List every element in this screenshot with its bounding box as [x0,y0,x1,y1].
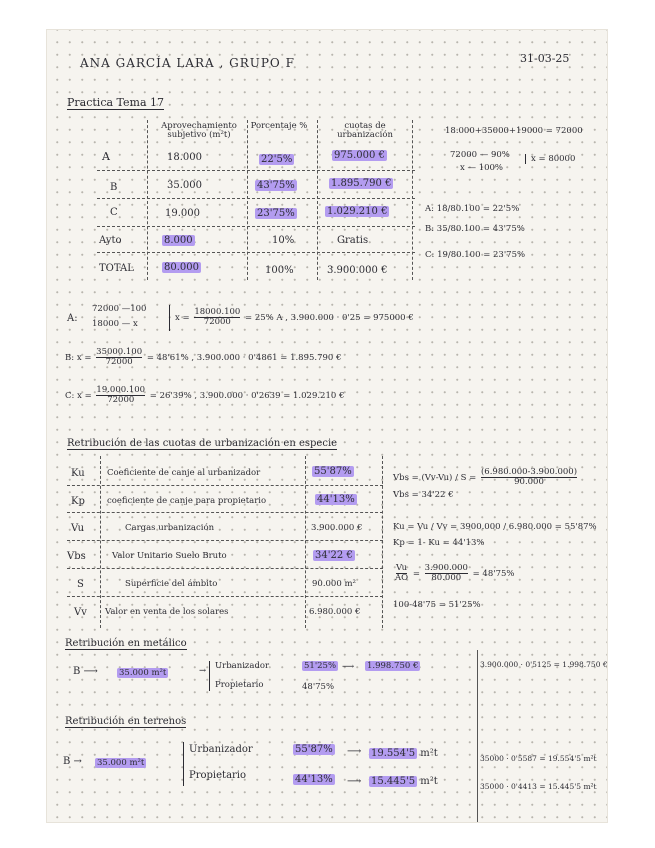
rule-top: 72000 — 90% [450,150,510,160]
calc-c-den: 72000 [107,395,135,405]
terrenos-prop-unit: m²t [420,776,438,787]
col-header-aprovechamiento: Aprovechamiento subjetivo (m²t) [161,121,237,141]
metalico-arrow: → [199,666,207,676]
val-cell: 6.980.000 € [309,607,361,617]
terrenos-prop-result [369,776,438,787]
calc-a-label: A: [67,313,78,324]
calc-c: C: 19/80.100 = 23'75% [425,250,526,260]
section-title-metalico: Retribución en metálico [65,638,187,649]
date: 31-03-25 [520,52,570,65]
formula-ratio-num: 3.900.000 [424,563,468,574]
metalico-urb-pct: 51'25% [304,661,337,671]
table-divider [147,120,148,280]
pct-cell: 43'75% [257,180,295,191]
metalico-prop-label: Propietario [215,680,264,690]
terrenos-prop-pct: 44'13% [295,774,333,785]
metalico-urb-label: Urbanizador [215,661,270,671]
pct-cell: 23'75% [257,208,295,219]
metalico-prop-pct: 48'75% [302,682,335,692]
rule-result: x = 80000 [525,154,575,164]
val-cell: 3.900.000 € [311,523,363,533]
table-divider [67,512,383,513]
desc-cell: Valor en venta de los solares [105,607,229,617]
calc-a-den: 72000 [203,317,231,327]
table-divider [97,252,415,253]
desc-cell: Cargas urbanización [125,523,215,533]
terrenos-prop-value: 15.445'5 [371,776,416,787]
desc-cell: Superficie del ámbito [125,579,218,589]
metalico-lead: B ⟶ [73,666,98,677]
formula-vbs-num: (6.980.000-3.900.000) [480,467,578,478]
terrenos-prop-label: Propietario [189,770,247,781]
sym-cell: S [77,579,84,590]
notebook-page [47,30,607,822]
desc-cell: coeficiente de canje para propietario [107,496,267,506]
formula-ratio-lhs [395,564,408,583]
aprov-cell: 18.000 [167,152,202,163]
sym-cell: Vv [74,607,87,618]
calc-b-fraction [96,348,142,367]
aprov-cell: 80.000 [164,262,199,273]
table-divider [67,485,383,486]
table-divider [97,198,415,199]
terrenos-urb-label: Urbanizador [189,744,253,755]
formula-ratio: $\frac{Vu}{AO}$ = $\frac{3.900.000}{80.000}$ = 48'75% [395,563,515,583]
metalico-lead-value: 35.000 m²t [119,668,167,678]
val-cell: 55'87% [314,466,352,477]
terrenos-urb-arrow: ⟶ [347,746,362,757]
row-label: A [102,150,110,163]
section-title-terrenos: Retribución en terrenos [65,716,187,727]
table-divider [67,568,383,569]
sum-calc: 18.000+35000+19000 = 72000 [445,126,583,136]
row-label: Ayto [99,235,122,246]
pct-cell: 100% [265,265,294,276]
formula-ratio-fraction [425,564,468,583]
metalico-side-calc: 3.900.000 · 0'5125 = 1.998.750 € [480,660,608,669]
formula-kp: Kp = 1- Ku = 44'13% [393,538,485,548]
formula-ratio-den: 80.000 [431,573,462,583]
terrenos-side-calc-1: 35000 · 0'5587 = 19.554'5 m²t [480,754,597,763]
terrenos-prop-arrow: ⟶ [347,776,362,787]
table-divider [67,540,383,541]
calc-a-rule-top: 72000 —100 [92,304,147,314]
metalico-urb-value: 1.998.750 € [367,661,419,671]
formula-ratio-lhs-den: AO [395,573,409,583]
pct-cell: 10% [272,235,295,246]
terrenos-urb-pct: 55'87% [295,744,333,755]
table-divider [412,120,413,280]
table-divider [382,456,383,628]
table-divider [97,170,415,171]
formula-vbs [393,467,579,489]
metalico-bracket [209,661,213,691]
table-divider [100,456,101,628]
cuota-cell: 1.029.210 € [327,206,388,217]
calc-c-num: 19.000.100 [96,385,146,396]
formula-vbs-fraction [481,468,577,487]
desc-cell: Coeficiente de canje al urbanizador [107,468,261,478]
calc-a-x: x = [175,313,190,323]
col-header-cuotas: cuotas de urbanización [337,121,393,141]
row-label: TOTAL [99,263,134,274]
calc-b: B: 35/80.100 = 43'75% [425,224,525,234]
terrenos-urb-result [369,748,438,759]
calc-b-result: = 48'61% , 3.900.000 · 0'4861 = 1.895.790 € [146,353,342,363]
side-divider [477,650,478,822]
aprov-cell: 19.000 [165,208,200,219]
formula-vbs-result: Vbs = 34'22 € [393,490,454,500]
terrenos-lead-value: 35.000 m²t [97,758,145,768]
metalico-arrow-2: ⟶ [342,662,355,672]
calc-a: A: 18/80.100 = 22'5% [425,204,520,214]
row-label: C [110,207,118,218]
formula-vbs-lhs: Vbs = (Vv-Vu) / S = [393,473,477,483]
calc-a-equation [169,305,414,331]
calc-c-fraction [96,386,145,405]
table-divider [247,120,248,280]
sym-cell: Vbs [67,551,86,562]
aprov-cell: 35.000 [167,180,202,191]
formula-ku: Ku = Vu / Vv = 3900.000 / 6.980.000 = 55'87% [393,522,597,532]
terrenos-bracket [183,742,184,786]
aprov-cell: 8.000 [164,235,193,246]
calc-a-fraction [194,308,240,327]
calc-b-equation [65,346,341,370]
sym-cell: Vu [71,523,85,534]
formula-ratio-result: = 48'75% [472,569,515,579]
formula-ratio-lhs-num: Vu [396,563,408,574]
val-cell: 44'13% [317,494,355,505]
formula-vbs-den: 90.000 [514,477,544,487]
calc-a-result: = 25% A , 3.900.000 · 0'25 = 975000 € [245,313,414,323]
calc-a-rule-bottom: 18000 — x [92,319,138,329]
sym-cell: Ku [71,468,85,479]
terrenos-urb-unit: m²t [420,748,438,759]
cuota-cell: Gratis [337,235,369,246]
sym-cell: Kp [71,496,85,507]
desc-cell: Valor Unitario Suelo Bruto [112,551,227,561]
col-header-porcentaje: Porcentaje % [250,121,308,131]
calc-b-den: 72000 [105,357,133,367]
terrenos-urb-value: 19.554'5 [371,748,416,759]
calc-c-x: x = [77,391,92,401]
table-divider [317,120,318,280]
student-name: ANA GARCÍA LARA , GRUPO F [80,56,295,70]
cuota-cell: 3.900.000 € [327,265,388,276]
calc-a-num: 18000.100 [194,307,241,318]
rule-bottom: x — 100% [460,163,503,173]
table-divider [305,456,306,628]
cuota-cell: 1.895.790 € [331,178,392,189]
section-title-especie: Retribución de las cuotas de urbanización en especie [67,438,338,449]
row-label: B [110,182,118,193]
calc-c-result: = 26'39% , 3.900.000 · 0'2639 = 1.029.210 € [149,391,345,401]
val-cell: 90.000 m² [312,579,356,589]
terrenos-side-calc-2: 35000 · 0'4413 = 15.445'5 m²t [480,782,597,791]
calc-c-equation [65,384,344,408]
formula-complement: 100-48'75 = 51'25% [393,600,481,610]
practice-title: Practica Tema 17 [67,96,165,109]
calc-b-x: x = [76,353,92,363]
val-cell: 34'22 € [315,550,353,561]
cuota-cell: 975.000 € [334,150,385,161]
calc-b-num: 35000.100 [96,347,143,358]
table-divider [97,226,415,227]
calc-c-label: C: [65,391,75,401]
pct-cell: 22'5% [261,154,293,165]
calc-b-label: B: [65,353,75,363]
table-divider [67,596,383,597]
terrenos-lead: B → [63,756,82,767]
